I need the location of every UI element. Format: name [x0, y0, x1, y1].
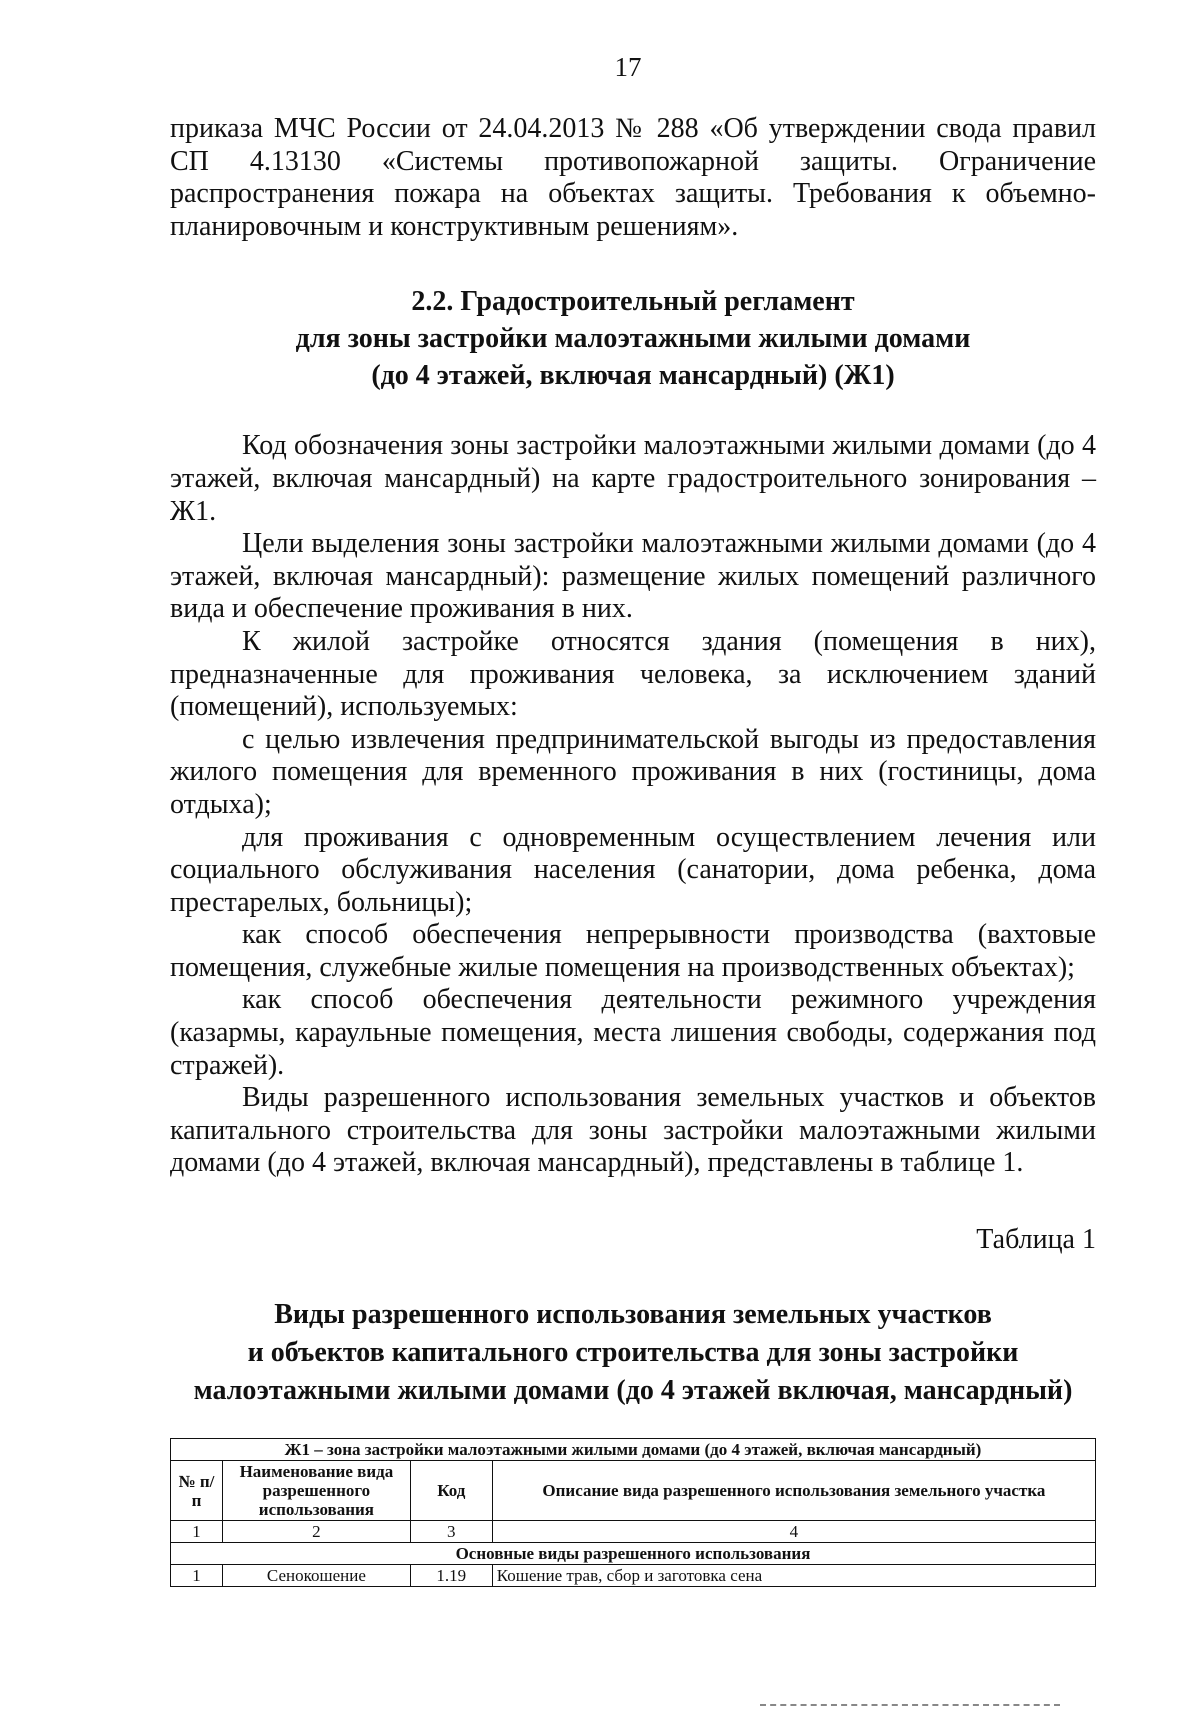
- row-use-description: Кошение трав, сбор и заготовка сена: [492, 1565, 1095, 1587]
- table-section-row: [171, 1543, 1096, 1565]
- table-zone-header: Ж1 – зона застройки малоэтажными жилыми домами (до 4 этажей, включая мансардный): [171, 1439, 1096, 1461]
- paragraph-exception-3: как способ обеспечения непрерывности производства (вахтовые помещения, служебные жилые помещения на производственных объектах);: [170, 919, 1096, 983]
- paragraph-table-reference: Виды разрешенного использования земельных участков и объектов капитального строительства для зоны застройки малоэтажными жилыми домами (до 4 этажей, включая мансардный), представлены в таблице 1.: [170, 1082, 1096, 1179]
- row-use-name: Сенокошение: [222, 1565, 410, 1587]
- paragraph-zone-goals: Цели выделения зоны застройки малоэтажными жилыми домами (до 4 этажей, включая мансардный): размещение жилых помещений различного вида и обеспечение проживания в них.: [170, 528, 1096, 625]
- row-number: 1: [171, 1565, 223, 1587]
- table-title: [170, 1296, 1096, 1410]
- col-number-4: 4: [492, 1521, 1095, 1543]
- col-number-1: 1: [171, 1521, 223, 1543]
- table-row: [171, 1565, 1096, 1587]
- table-title-line-2: и объектов капитального строительства для зоны застройки: [247, 1337, 1019, 1369]
- col-number-3: 3: [410, 1521, 492, 1543]
- table-title-line-3: малоэтажными жилыми домами (до 4 этажей включая, мансардный): [193, 1375, 1073, 1407]
- col-header-name: Наименование вида разрешенного использования: [222, 1461, 410, 1521]
- table-title-line-1: Виды разрешенного использования земельных участков: [274, 1299, 992, 1331]
- paragraph-zone-code: Код обозначения зоны застройки малоэтажными жилыми домами (до 4 этажей, включая мансардный) на карте градостроительного зонирования – Ж1.: [170, 430, 1096, 527]
- table-column-number-row: [171, 1521, 1096, 1543]
- paragraph-exception-4: как способ обеспечения деятельности режимного учреждения (казармы, караульные помещения, места лишения свободы, содержания под стражей).: [170, 984, 1096, 1081]
- page-number: 17: [614, 52, 642, 82]
- intro-paragraph: приказа МЧС России от 24.04.2013 № 288 «Об утверждении свода правил СП 4.13130 «Системы противопожарной защиты. Ограничение распространения пожара на объектах защиты. Требования к объемно-планировочным и конструктивным решениям».: [170, 113, 1096, 242]
- paragraph-exception-1: с целью извлечения предпринимательской выгоды из предоставления жилого помещения для временного проживания в них (гостиницы, дома отдыха);: [170, 723, 1096, 820]
- section-heading-line-2: для зоны застройки малоэтажными жилыми домами: [295, 323, 971, 355]
- col-number-2: 2: [222, 1521, 410, 1543]
- paragraph-exception-2: для проживания с одновременным осуществлением лечения или социального обслуживания населения (санатории, дома ребенка, дома престарелых, больницы);: [170, 821, 1096, 918]
- document-body: [170, 113, 1096, 1587]
- table-zone-header-row: [171, 1439, 1096, 1461]
- section-heading: [170, 283, 1096, 394]
- row-use-code: 1.19: [410, 1565, 492, 1587]
- scan-edge-mark: [760, 1704, 1060, 1712]
- table-column-header-row: [171, 1461, 1096, 1521]
- section-heading-line-1: 2.2. Градостроительный регламент: [411, 286, 855, 318]
- section-heading-line-3: (до 4 этажей, включая мансардный) (Ж1): [371, 360, 895, 392]
- col-header-description: Описание вида разрешенного использования земельного участка: [492, 1461, 1095, 1521]
- table-label: Таблица 1: [976, 1224, 1096, 1256]
- land-use-table: [170, 1438, 1096, 1587]
- col-header-code: Код: [410, 1461, 492, 1521]
- paragraph-residential-definition: К жилой застройке относятся здания (помещения в них), предназначенные для проживания человека, за исключением зданий (помещений), используемых:: [170, 625, 1096, 723]
- col-header-number: № п/п: [171, 1461, 223, 1521]
- table-section-label: Основные виды разрешенного использования: [171, 1543, 1096, 1565]
